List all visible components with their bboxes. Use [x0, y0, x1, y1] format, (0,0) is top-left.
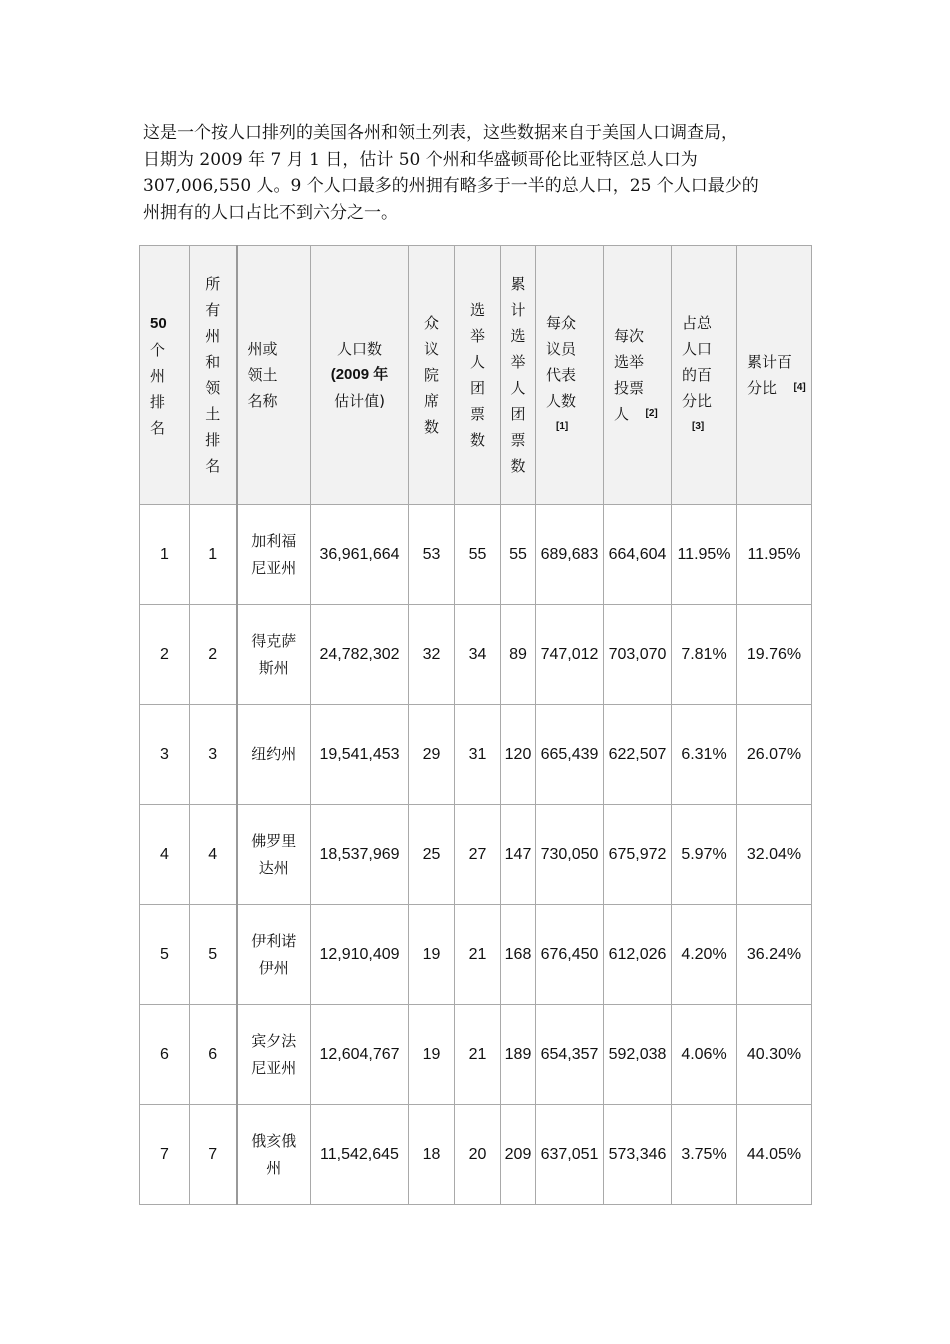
cell-per-vote: 664,604 — [604, 505, 672, 605]
header-population — [311, 246, 409, 505]
cell-rank-all: 7 — [190, 1105, 237, 1205]
cell-rank50: 4 — [140, 805, 190, 905]
cell-per-vote: 675,972 — [604, 805, 672, 905]
cell-votes: 20 — [455, 1105, 501, 1205]
cell-votes: 21 — [455, 1005, 501, 1105]
cell-cum-votes: 55 — [501, 505, 536, 605]
cell-name-text: 宾夕法尼亚州 — [251, 1031, 297, 1077]
intro-line: 州拥有的人口占比不到六分之一。 — [143, 202, 398, 223]
cell-pct: 7.81% — [672, 605, 737, 705]
cell-seats: 19 — [409, 1005, 455, 1105]
cell-per-rep: 654,357 — [536, 1005, 604, 1105]
header-house-seats-label: 众议院席数 — [424, 314, 440, 436]
header-house-seats — [409, 246, 455, 505]
cell-pct: 11.95% — [672, 505, 737, 605]
header-cum-pct-ref: [4] — [793, 382, 806, 393]
table-row — [140, 505, 812, 605]
cell-pct: 4.06% — [672, 1005, 737, 1105]
header-per-vote — [604, 246, 672, 505]
cell-pct: 5.97% — [672, 805, 737, 905]
header-per-vote-ref: [2] — [645, 408, 658, 419]
header-rank50-number: 50 — [150, 314, 167, 332]
header-electoral-votes-label: 选举人团票数 — [470, 301, 486, 449]
cell-cum-votes: 209 — [501, 1105, 536, 1205]
cell-rank-all: 1 — [190, 505, 237, 605]
table-row — [140, 605, 812, 705]
header-population-line3: 估计值) — [334, 392, 385, 410]
cell-per-rep: 689,683 — [536, 505, 604, 605]
table-row — [140, 705, 812, 805]
table-row — [140, 805, 812, 905]
cell-cum-pct: 11.95% — [737, 505, 812, 605]
cell-cum-votes: 120 — [501, 705, 536, 805]
cell-per-vote: 573,346 — [604, 1105, 672, 1205]
cell-name-text: 得克萨斯州 — [251, 631, 297, 677]
header-population-line2: (2009 年 — [330, 366, 389, 383]
header-cum-pct — [737, 246, 812, 505]
cell-rank-all: 3 — [190, 705, 237, 805]
cell-cum-votes: 168 — [501, 905, 536, 1005]
cell-per-vote: 612,026 — [604, 905, 672, 1005]
table-row — [140, 1005, 812, 1105]
cell-population: 18,537,969 — [311, 805, 409, 905]
cell-name-text: 伊利诺伊州 — [251, 931, 297, 977]
intro-line: 这是一个按人口排列的美国各州和领土列表，这些数据来自于美国人口调查局， — [143, 123, 738, 143]
cell-seats: 32 — [409, 605, 455, 705]
cell-seats: 18 — [409, 1105, 455, 1205]
cell-pct: 4.20% — [672, 905, 737, 1005]
cell-per-vote: 622,507 — [604, 705, 672, 805]
cell-per-rep: 637,051 — [536, 1105, 604, 1205]
header-per-rep-label: 每众议员代表人数 — [546, 314, 577, 410]
header-electoral-votes — [455, 246, 501, 505]
cell-rank-all: 2 — [190, 605, 237, 705]
cell-cum-pct: 40.30% — [737, 1005, 812, 1105]
cell-pct: 6.31% — [672, 705, 737, 805]
intro-paragraph — [143, 120, 813, 226]
header-pct-total-ref: [3] — [692, 421, 705, 432]
cell-name-text: 俄亥俄州 — [251, 1131, 297, 1177]
cell-per-vote: 592,038 — [604, 1005, 672, 1105]
cell-per-rep: 676,450 — [536, 905, 604, 1005]
cell-rank-all: 6 — [190, 1005, 237, 1105]
header-row — [140, 246, 812, 505]
header-per-rep-ref: [1] — [556, 421, 569, 432]
header-rank50-label: 个州排名 — [150, 340, 166, 437]
table-row — [140, 905, 812, 1005]
cell-name — [237, 705, 311, 805]
cell-per-rep: 730,050 — [536, 805, 604, 905]
header-rank50 — [140, 246, 190, 505]
cell-seats: 19 — [409, 905, 455, 1005]
header-cum-pct-label: 累计百分比 — [747, 353, 793, 397]
header-per-vote-label: 每次选举投票人 — [614, 327, 645, 423]
cell-per-vote: 703,070 — [604, 605, 672, 705]
cell-cum-votes: 89 — [501, 605, 536, 705]
header-per-rep — [536, 246, 604, 505]
cell-cum-pct: 32.04% — [737, 805, 812, 905]
cell-rank50: 6 — [140, 1005, 190, 1105]
cell-seats: 25 — [409, 805, 455, 905]
cell-rank-all: 5 — [190, 905, 237, 1005]
cell-cum-pct: 44.05% — [737, 1105, 812, 1205]
cell-name — [237, 605, 311, 705]
cell-name — [237, 505, 311, 605]
header-cum-electoral — [501, 246, 536, 505]
header-rank-all — [190, 246, 237, 505]
cell-votes: 55 — [455, 505, 501, 605]
cell-cum-votes: 147 — [501, 805, 536, 905]
header-cum-electoral-label: 累计选举人团票数 — [510, 275, 526, 475]
cell-population: 12,910,409 — [311, 905, 409, 1005]
header-rank-all-label: 所有州和领土排名 — [205, 275, 221, 475]
cell-name-text: 佛罗里达州 — [251, 831, 297, 877]
header-pct-total-label: 占总人口的百分比 — [682, 314, 713, 410]
cell-rank50: 3 — [140, 705, 190, 805]
cell-name — [237, 1105, 311, 1205]
cell-cum-votes: 189 — [501, 1005, 536, 1105]
intro-line: 307,006,550 人。9 个人口最多的州拥有略多于一半的总人口，25 个人口最少的 — [143, 176, 759, 196]
cell-name-text: 加利福尼亚州 — [251, 531, 297, 577]
header-name-label: 州或领土名称 — [247, 340, 278, 410]
cell-name — [237, 905, 311, 1005]
cell-votes: 21 — [455, 905, 501, 1005]
cell-votes: 27 — [455, 805, 501, 905]
cell-population: 11,542,645 — [311, 1105, 409, 1205]
cell-rank50: 5 — [140, 905, 190, 1005]
population-table — [139, 245, 812, 1205]
cell-rank-all: 4 — [190, 805, 237, 905]
cell-population: 24,782,302 — [311, 605, 409, 705]
header-pct-total — [672, 246, 737, 505]
cell-cum-pct: 36.24% — [737, 905, 812, 1005]
header-name — [237, 246, 311, 505]
cell-seats: 29 — [409, 705, 455, 805]
cell-population: 12,604,767 — [311, 1005, 409, 1105]
cell-rank50: 2 — [140, 605, 190, 705]
header-population-line1: 人口数 — [336, 340, 382, 358]
cell-population: 36,961,664 — [311, 505, 409, 605]
cell-pct: 3.75% — [672, 1105, 737, 1205]
cell-name — [237, 1005, 311, 1105]
intro-line: 日期为 2009 年 7 月 1 日，估计 50 个州和华盛顿哥伦比亚特区总人口为 — [143, 149, 698, 170]
cell-rank50: 1 — [140, 505, 190, 605]
cell-seats: 53 — [409, 505, 455, 605]
cell-cum-pct: 26.07% — [737, 705, 812, 805]
cell-cum-pct: 19.76% — [737, 605, 812, 705]
cell-votes: 31 — [455, 705, 501, 805]
cell-votes: 34 — [455, 605, 501, 705]
cell-population: 19,541,453 — [311, 705, 409, 805]
cell-name-text: 纽约州 — [251, 745, 297, 763]
cell-per-rep: 665,439 — [536, 705, 604, 805]
cell-name — [237, 805, 311, 905]
table-row — [140, 1105, 812, 1205]
cell-rank50: 7 — [140, 1105, 190, 1205]
cell-per-rep: 747,012 — [536, 605, 604, 705]
